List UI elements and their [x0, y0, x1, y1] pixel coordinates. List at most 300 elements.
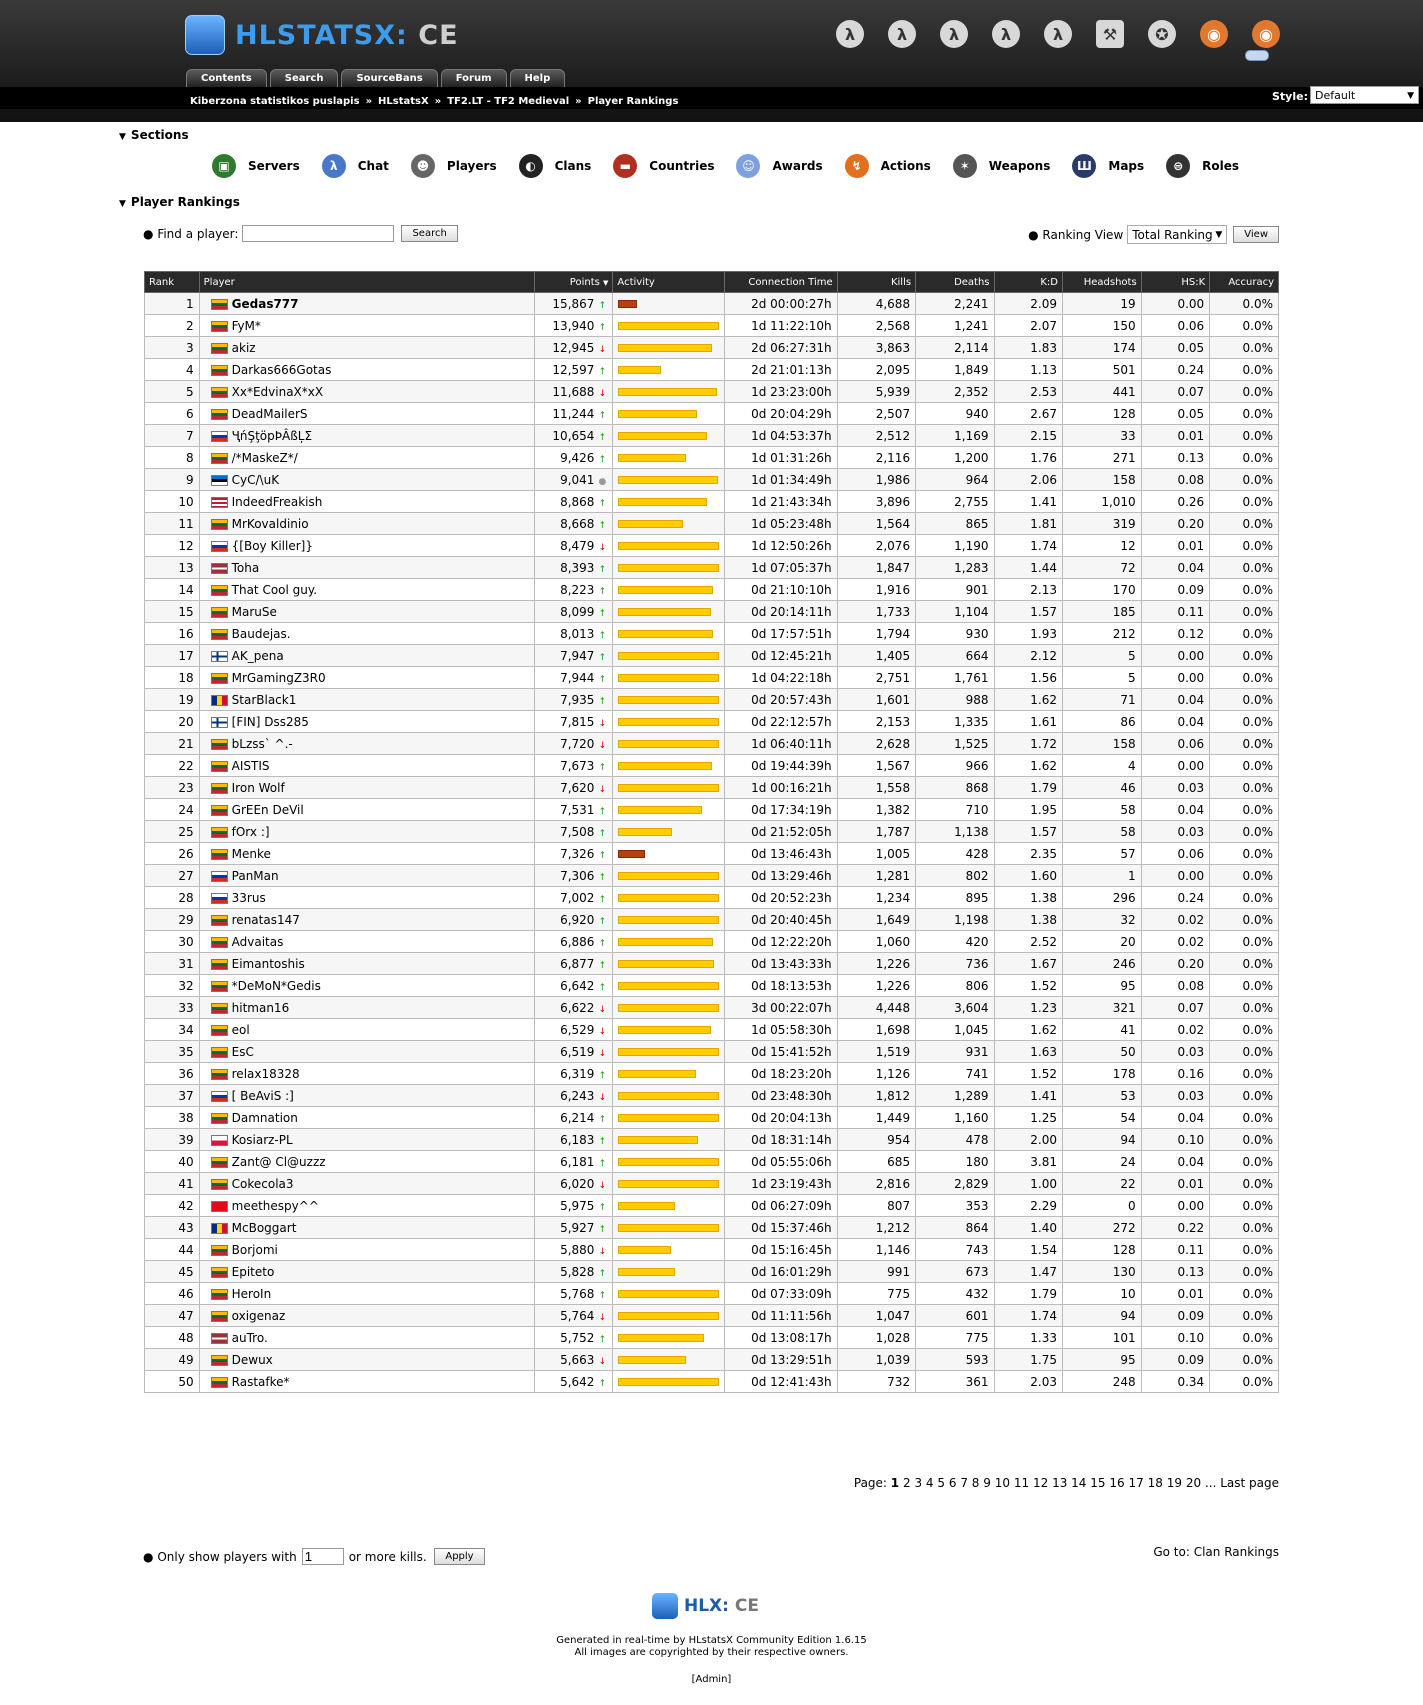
player-name-link[interactable]: MaruSe	[231, 604, 277, 619]
connection-time-cell: 1d 11:22:10h	[725, 315, 837, 337]
player-name-link[interactable]: StarBlack1	[231, 692, 297, 707]
player-name-link[interactable]: Toha	[231, 560, 260, 575]
connection-time-cell: 3d 00:22:07h	[725, 997, 837, 1019]
breadcrumb-item[interactable]: Kiberzona statistikos puslapis	[190, 96, 360, 107]
page-link[interactable]: 17	[1128, 1476, 1144, 1490]
points-value: 12,597	[552, 362, 595, 377]
section-label: Weapons	[988, 159, 1051, 173]
player-name-link[interactable]: GrEEn DeVil	[231, 802, 304, 817]
player-name-link[interactable]: McBoggart	[231, 1220, 297, 1235]
kd-cell: 1.47	[994, 1261, 1062, 1283]
kills-cell: 2,153	[837, 711, 915, 733]
rank-cell: 13	[145, 557, 200, 579]
points-value: 5,764	[560, 1308, 595, 1323]
player-cell	[199, 1283, 534, 1305]
kd-cell: 1.41	[994, 1085, 1062, 1107]
rank-cell: 4	[145, 359, 200, 381]
kd-cell: 2.53	[994, 381, 1062, 403]
half-life-icon[interactable]: λ	[940, 20, 968, 48]
style-select[interactable]: Default ▼	[1310, 86, 1419, 104]
deaths-cell: 180	[916, 1151, 994, 1173]
player-name-link[interactable]: Dewux	[231, 1352, 273, 1367]
deaths-cell: 1,045	[916, 1019, 994, 1041]
player-name-link[interactable]: AISTIS	[231, 758, 270, 773]
points-value: 6,920	[560, 912, 595, 927]
rank-cell: 31	[145, 953, 200, 975]
player-name-link[interactable]: MrKovaldinio	[231, 516, 309, 531]
page-link[interactable]: 20	[1185, 1476, 1202, 1490]
rank-cell: 1	[145, 293, 200, 315]
accuracy-cell: 0.0%	[1210, 1085, 1279, 1107]
kd-cell: 1.52	[994, 975, 1062, 997]
kd-cell: 1.83	[994, 337, 1062, 359]
table-row	[145, 337, 1279, 359]
country-flag-icon	[211, 607, 228, 618]
deaths-cell: 3,604	[916, 997, 994, 1019]
player-name-link[interactable]: Borjomi	[231, 1242, 278, 1257]
sections-nav	[212, 154, 1261, 178]
trend-down-icon: ↓	[598, 740, 607, 751]
section-link-roles[interactable]	[1166, 154, 1239, 178]
page-header	[0, 0, 1423, 122]
hsk-cell: 0.01	[1141, 425, 1209, 447]
player-name-link[interactable]: ҶńŞţöpÞÂßĻΣ	[231, 428, 313, 443]
deaths-cell: 743	[916, 1239, 994, 1261]
hsk-cell: 0.00	[1141, 645, 1209, 667]
kd-cell: 1.95	[994, 799, 1062, 821]
points-cell	[534, 315, 613, 337]
country-flag-icon	[211, 1003, 228, 1014]
player-cell	[199, 777, 534, 799]
activity-bar	[618, 1048, 719, 1056]
country-flag-icon	[211, 827, 228, 838]
rank-cell: 43	[145, 1217, 200, 1239]
servers-icon: ▣	[212, 154, 236, 178]
kd-cell: 1.00	[994, 1173, 1062, 1195]
kills-cell: 775	[837, 1283, 915, 1305]
player-cell	[199, 513, 534, 535]
points-value: 6,642	[560, 978, 595, 993]
col-player[interactable]: Player	[199, 272, 534, 293]
page-link[interactable]: 2	[902, 1476, 911, 1490]
headshots-cell: 1,010	[1062, 491, 1141, 513]
page-link[interactable]: 16	[1109, 1476, 1125, 1490]
search-button[interactable]: Search	[401, 225, 457, 242]
points-cell	[534, 1173, 613, 1195]
activity-bar	[618, 322, 719, 330]
points-value: 6,519	[560, 1044, 595, 1059]
deaths-cell: 802	[916, 865, 994, 887]
player-name-link[interactable]: {[Boy Killer]}	[231, 538, 313, 553]
points-cell	[534, 513, 613, 535]
rank-cell: 2	[145, 315, 200, 337]
activity-cell	[613, 887, 725, 909]
player-name-link[interactable]: Rastafke*	[231, 1374, 290, 1389]
page-link[interactable]: 13	[1052, 1476, 1068, 1490]
country-flag-icon	[211, 1201, 228, 1212]
rank-cell: 29	[145, 909, 200, 931]
deaths-cell: 420	[916, 931, 994, 953]
page-link[interactable]: 19	[1166, 1476, 1182, 1490]
section-link-actions[interactable]	[845, 154, 931, 178]
col-hsk[interactable]: HS:K	[1141, 272, 1209, 293]
points-value: 6,886	[560, 934, 595, 949]
kills-cell: 3,896	[837, 491, 915, 513]
activity-cell	[613, 1041, 725, 1063]
section-link-weapons[interactable]	[953, 154, 1051, 178]
player-name-link[interactable]: That Cool guy.	[231, 582, 318, 597]
activity-cell	[613, 425, 725, 447]
tab-sourcebans[interactable]: SourceBans	[341, 69, 437, 87]
tab-search[interactable]: Search	[270, 69, 339, 87]
trend-up-icon: ↑	[598, 366, 607, 377]
tab-forum[interactable]: Forum	[441, 69, 507, 87]
connection-time-cell: 1d 04:22:18h	[725, 667, 837, 689]
breadcrumb-item[interactable]: HLstatsX	[378, 96, 429, 107]
player-name-link[interactable]: relax18328	[231, 1066, 300, 1081]
page-link[interactable]: 3	[914, 1476, 923, 1490]
player-name-link[interactable]: fOrx :]	[231, 824, 270, 839]
page-link[interactable]: 11	[1013, 1476, 1030, 1490]
col-activity[interactable]: Activity	[613, 272, 725, 293]
col-deaths[interactable]: Deaths	[916, 272, 994, 293]
country-flag-icon	[211, 673, 228, 684]
points-value: 11,688	[552, 384, 595, 399]
table-row	[145, 931, 1279, 953]
col-accuracy[interactable]: Accuracy	[1210, 272, 1279, 293]
page-link[interactable]: 18	[1147, 1476, 1163, 1490]
col-connection-time[interactable]: Connection Time	[725, 272, 837, 293]
hsk-cell: 0.13	[1141, 447, 1209, 469]
player-name-link[interactable]: Gedas777	[231, 296, 299, 311]
deaths-cell: 940	[916, 403, 994, 425]
player-name-link[interactable]: EsC	[231, 1044, 254, 1059]
player-name-link[interactable]: Iron Wolf	[231, 780, 285, 795]
half-life-icon[interactable]: λ	[992, 20, 1020, 48]
points-cell	[534, 337, 613, 359]
player-name-link[interactable]: hitman16	[231, 1000, 290, 1015]
deaths-cell: 1,761	[916, 667, 994, 689]
player-name-link[interactable]: AK_pena	[231, 648, 284, 663]
player-cell	[199, 491, 534, 513]
player-cell	[199, 1041, 534, 1063]
kills-cell: 1,405	[837, 645, 915, 667]
page-link[interactable]: 12	[1032, 1476, 1049, 1490]
table-row	[145, 1371, 1279, 1393]
kills-cell: 1,039	[837, 1349, 915, 1371]
accuracy-cell: 0.0%	[1210, 711, 1279, 733]
player-name-link[interactable]: Xx*EdvinaX*xX	[231, 384, 324, 399]
headshots-cell: 94	[1062, 1129, 1141, 1151]
connection-time-cell: 0d 17:34:19h	[725, 799, 837, 821]
activity-cell	[613, 1063, 725, 1085]
accuracy-cell: 0.0%	[1210, 733, 1279, 755]
hsk-cell: 0.03	[1141, 777, 1209, 799]
trend-down-icon: ↓	[598, 1356, 607, 1367]
player-name-link[interactable]: HeroIn	[231, 1286, 272, 1301]
rank-cell: 46	[145, 1283, 200, 1305]
player-name-link[interactable]: Kosiarz-PL	[231, 1132, 293, 1147]
min-kills-input[interactable]	[302, 1548, 344, 1565]
half-life-icon[interactable]: λ	[1044, 20, 1072, 48]
activity-bar	[618, 938, 713, 946]
accuracy-cell: 0.0%	[1210, 601, 1279, 623]
kd-cell: 1.63	[994, 1041, 1062, 1063]
rank-cell: 21	[145, 733, 200, 755]
player-name-link[interactable]: akiz	[231, 340, 256, 355]
connection-time-cell: 0d 12:22:20h	[725, 931, 837, 953]
player-name-link[interactable]: [FIN] Dss285	[231, 714, 309, 729]
kills-cell: 2,751	[837, 667, 915, 689]
points-cell	[534, 755, 613, 777]
player-name-link[interactable]: MrGamingZ3R0	[231, 670, 326, 685]
rank-cell: 16	[145, 623, 200, 645]
player-name-link[interactable]: PanMan	[231, 868, 279, 883]
activity-bar	[618, 1268, 674, 1276]
logo-icon	[652, 1593, 678, 1619]
section-link-players[interactable]	[411, 154, 497, 178]
player-name-link[interactable]: Epiteto	[231, 1264, 275, 1279]
connection-time-cell: 0d 13:29:51h	[725, 1349, 837, 1371]
section-link-clans[interactable]	[519, 154, 592, 178]
hsk-cell: 0.03	[1141, 1041, 1209, 1063]
half-life-icon[interactable]: λ	[836, 20, 864, 48]
player-cell	[199, 315, 534, 337]
section-link-awards[interactable]	[736, 154, 822, 178]
headshots-cell: 501	[1062, 359, 1141, 381]
player-name-link[interactable]: Advaitas	[231, 934, 284, 949]
points-value: 6,529	[560, 1022, 595, 1037]
page-link[interactable]: 7	[960, 1476, 968, 1490]
activity-bar	[618, 1224, 719, 1232]
kills-cell: 1,601	[837, 689, 915, 711]
hlstatsx-logo[interactable]	[185, 14, 459, 56]
headshots-cell: 72	[1062, 557, 1141, 579]
col-headshots[interactable]: Headshots	[1062, 272, 1141, 293]
points-value: 7,508	[560, 824, 595, 839]
table-row	[145, 1305, 1279, 1327]
connection-time-cell: 0d 13:43:33h	[725, 953, 837, 975]
tab-help[interactable]: Help	[510, 69, 566, 87]
accuracy-cell: 0.0%	[1210, 821, 1279, 843]
apply-button[interactable]: Apply	[434, 1548, 484, 1565]
breadcrumb-item[interactable]: TF2.LT - TF2 Medieval	[447, 96, 570, 107]
connection-time-cell: 2d 21:01:13h	[725, 359, 837, 381]
player-name-link[interactable]: 33rus	[231, 890, 266, 905]
trend-up-icon: ↑	[598, 1070, 607, 1081]
accuracy-cell: 0.0%	[1210, 667, 1279, 689]
counter-strike-icon[interactable]: ⚒	[1096, 20, 1124, 48]
clan-rankings-link[interactable]: Clan Rankings	[1193, 1545, 1279, 1559]
player-name-link[interactable]: bLzss` ^.-	[231, 736, 293, 751]
country-flag-icon	[211, 1069, 228, 1080]
page-link[interactable]: 6	[948, 1476, 957, 1490]
player-name-link[interactable]: Cokecola3	[231, 1176, 294, 1191]
rank-cell: 10	[145, 491, 200, 513]
points-value: 8,013	[560, 626, 595, 641]
trend-up-icon: ↑	[598, 498, 607, 509]
connection-time-cell: 0d 20:52:23h	[725, 887, 837, 909]
player-name-link[interactable]: oxigenaz	[231, 1308, 286, 1323]
headshots-cell: 95	[1062, 1349, 1141, 1371]
points-cell	[534, 1305, 613, 1327]
table-row	[145, 1019, 1279, 1041]
headshots-cell: 5	[1062, 667, 1141, 689]
view-button[interactable]: View	[1233, 226, 1279, 243]
col-rank[interactable]: Rank	[145, 272, 200, 293]
table-row	[145, 887, 1279, 909]
deaths-cell: 1,198	[916, 909, 994, 931]
kills-cell: 1,382	[837, 799, 915, 821]
rank-cell: 38	[145, 1107, 200, 1129]
player-cell	[199, 337, 534, 359]
activity-cell	[613, 1283, 725, 1305]
activity-bar	[618, 916, 719, 924]
points-value: 8,868	[560, 494, 595, 509]
player-name-link[interactable]: [ BeAviS :]	[231, 1088, 294, 1103]
ranking-view-form: ● Ranking View Total Ranking ▼ View	[1028, 225, 1279, 244]
headshots-cell: 22	[1062, 1173, 1141, 1195]
hsk-cell: 0.05	[1141, 403, 1209, 425]
player-name-link[interactable]: eol	[231, 1022, 250, 1037]
last-page-link[interactable]: Last page	[1220, 1476, 1279, 1490]
points-value: 6,319	[560, 1066, 595, 1081]
admin-link[interactable]: [Admin]	[691, 1674, 732, 1685]
player-name-link[interactable]: DeadMailerS	[231, 406, 308, 421]
rank-cell: 28	[145, 887, 200, 909]
trend-down-icon: ↓	[598, 1180, 607, 1191]
player-name-link[interactable]: renatas147	[231, 912, 300, 927]
trend-down-icon: ↓	[598, 1004, 607, 1015]
collapse-triangle-icon: ▼	[119, 199, 126, 209]
connection-time-cell: 1d 12:50:26h	[725, 535, 837, 557]
player-name-link[interactable]: Eimantoshis	[231, 956, 305, 971]
player-name-link[interactable]: Damnation	[231, 1110, 298, 1125]
player-cell	[199, 1129, 534, 1151]
hsk-cell: 0.24	[1141, 887, 1209, 909]
col-kd[interactable]: K:D	[994, 272, 1062, 293]
find-player-input[interactable]	[242, 225, 394, 242]
activity-cell	[613, 1173, 725, 1195]
page-link[interactable]: 8	[971, 1476, 980, 1490]
points-cell	[534, 1129, 613, 1151]
pagination	[854, 1476, 1279, 1490]
player-name-link[interactable]: Zant@ Cl@uzzz	[231, 1154, 326, 1169]
connection-time-cell: 0d 12:45:21h	[725, 645, 837, 667]
section-label: Actions	[880, 159, 931, 173]
kd-cell: 1.52	[994, 1063, 1062, 1085]
page-link[interactable]: 10	[994, 1476, 1011, 1490]
rank-cell: 15	[145, 601, 200, 623]
activity-cell	[613, 755, 725, 777]
activity-cell	[613, 997, 725, 1019]
dod-icon[interactable]: ✪	[1148, 20, 1176, 48]
kd-cell: 1.75	[994, 1349, 1062, 1371]
activity-bar	[618, 542, 719, 550]
hlx-ce-logo[interactable]: HLX: CE	[652, 1593, 759, 1619]
tf2-icon[interactable]: ◉	[1252, 20, 1280, 48]
headshots-cell: 46	[1062, 777, 1141, 799]
kills-cell: 1,212	[837, 1217, 915, 1239]
player-name-link[interactable]: Baudejas.	[231, 626, 291, 641]
country-flag-icon	[211, 1289, 228, 1300]
player-name-link[interactable]: meethespy^^	[231, 1198, 319, 1213]
accuracy-cell: 0.0%	[1210, 1151, 1279, 1173]
page-link[interactable]: 5	[937, 1476, 946, 1490]
player-rankings-heading[interactable]: ▼ Player Rankings	[119, 195, 240, 209]
col-kills[interactable]: Kills	[837, 272, 915, 293]
sections-heading[interactable]: ▼ Sections	[119, 128, 189, 142]
half-life-icon[interactable]: λ	[888, 20, 916, 48]
accuracy-cell: 0.0%	[1210, 293, 1279, 315]
rank-cell: 40	[145, 1151, 200, 1173]
player-cell	[199, 1085, 534, 1107]
connection-time-cell: 1d 01:34:49h	[725, 469, 837, 491]
points-value: 7,531	[560, 802, 595, 817]
player-name-link[interactable]: *DeMoN*Gedis	[231, 978, 321, 993]
ranking-view-select[interactable]: Total Ranking ▼	[1127, 225, 1227, 244]
activity-bar	[618, 872, 719, 880]
activity-bar	[618, 1356, 686, 1364]
tab-contents[interactable]: Contents	[186, 69, 267, 87]
player-cell	[199, 909, 534, 931]
activity-cell	[613, 1151, 725, 1173]
player-name-link[interactable]: CyC/\uK	[231, 472, 280, 487]
player-name-link[interactable]: IndeedFreakish	[231, 494, 323, 509]
accuracy-cell: 0.0%	[1210, 1327, 1279, 1349]
headshots-cell: 178	[1062, 1063, 1141, 1085]
player-cell	[199, 557, 534, 579]
page-link[interactable]: 4	[925, 1476, 934, 1490]
hsk-cell: 0.04	[1141, 1107, 1209, 1129]
player-name-link[interactable]: Menke	[231, 846, 271, 861]
activity-cell	[613, 447, 725, 469]
points-cell	[534, 865, 613, 887]
hsk-cell: 0.00	[1141, 1195, 1209, 1217]
page-link[interactable]: 9	[983, 1476, 991, 1490]
section-link-servers[interactable]	[212, 154, 300, 178]
rank-cell: 17	[145, 645, 200, 667]
table-row	[145, 1349, 1279, 1371]
player-name-link[interactable]: FyM*	[231, 318, 261, 333]
section-link-chat[interactable]	[322, 154, 389, 178]
deaths-cell: 741	[916, 1063, 994, 1085]
points-value: 8,099	[560, 604, 595, 619]
section-link-maps[interactable]	[1072, 154, 1144, 178]
accuracy-cell: 0.0%	[1210, 1305, 1279, 1327]
accuracy-cell: 0.0%	[1210, 1129, 1279, 1151]
player-name-link[interactable]: /*MaskeZ*/	[231, 450, 298, 465]
kills-cell: 2,095	[837, 359, 915, 381]
deaths-cell: 868	[916, 777, 994, 799]
trend-down-icon: ↓	[598, 1026, 607, 1037]
headshots-cell: 53	[1062, 1085, 1141, 1107]
page-link[interactable]: 15	[1090, 1476, 1106, 1490]
section-link-countries[interactable]	[613, 154, 714, 178]
col-points[interactable]: Points ▼	[534, 272, 613, 293]
accuracy-cell: 0.0%	[1210, 865, 1279, 887]
player-name-link[interactable]: Darkas666Gotas	[231, 362, 332, 377]
player-name-link[interactable]: auTro.	[231, 1330, 268, 1345]
table-row	[145, 359, 1279, 381]
trend-up-icon: ↑	[598, 1202, 607, 1213]
country-flag-icon	[211, 563, 228, 574]
game-selector	[836, 20, 1304, 48]
kills-cell: 3,863	[837, 337, 915, 359]
page-link[interactable]: 14	[1071, 1476, 1087, 1490]
rank-cell: 47	[145, 1305, 200, 1327]
tf2-icon[interactable]: ◉	[1200, 20, 1228, 48]
